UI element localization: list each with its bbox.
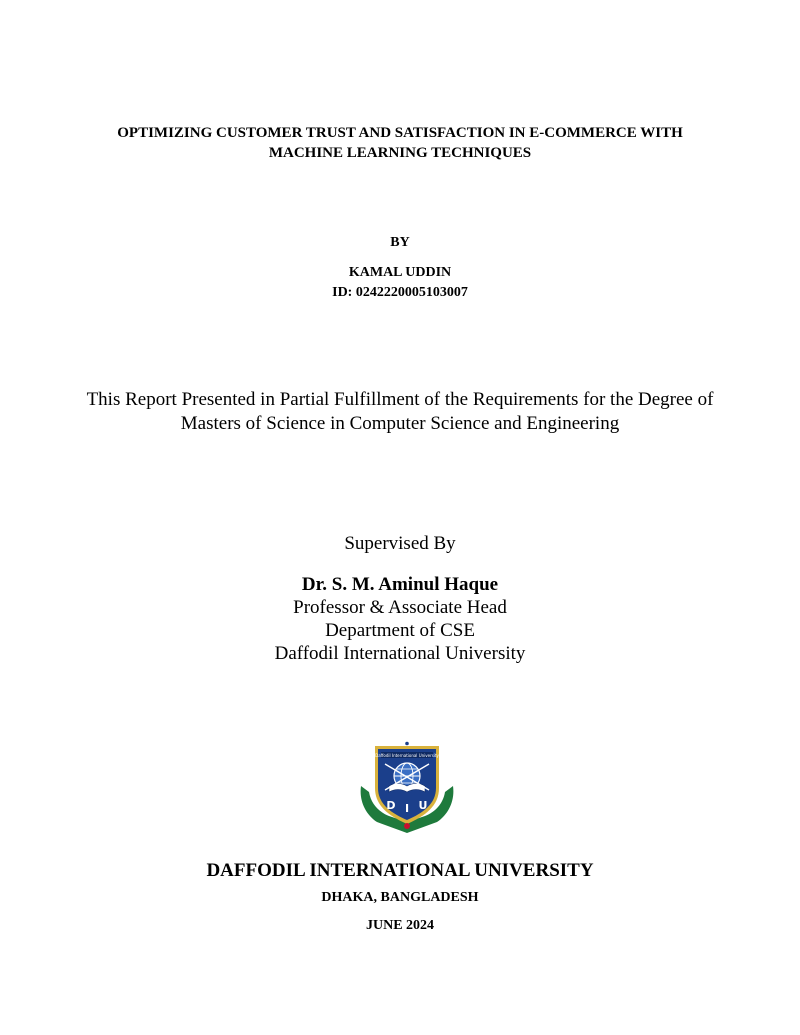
logo-letter-i: I [404, 802, 410, 815]
author-name: KAMAL UDDIN [348, 265, 452, 280]
logo-red-star [404, 823, 410, 829]
footer-date: JUNE 2024 [365, 918, 435, 933]
logo-letter-d: D [386, 799, 396, 812]
by-label: BY [390, 235, 410, 250]
footer-university-name: DAFFODIL INTERNATIONAL UNIVERSITY [206, 860, 594, 881]
purpose-line-1: This Report Presented in Partial Fulfillment of the Requirements for the Degree of [86, 389, 714, 410]
author-id: ID: 0242220005103007 [332, 285, 468, 300]
logo-ring-text: Daffodil International University [375, 752, 439, 758]
supervisor-university: Daffodil International University [274, 643, 526, 664]
purpose-line-2: Masters of Science in Computer Science and Engineering [180, 413, 620, 434]
report-title-line-2: MACHINE LEARNING TECHNIQUES [268, 145, 532, 161]
diu-crest-logo-icon [355, 740, 459, 836]
supervisor-title: Professor & Associate Head [293, 597, 507, 618]
supervised-by-heading: Supervised By [344, 533, 456, 554]
logo-letter-u: U [418, 799, 428, 812]
supervisor-department: Department of CSE [325, 620, 475, 641]
report-title-line-1: OPTIMIZING CUSTOMER TRUST AND SATISFACTION IN E-COMMERCE WITH [117, 125, 683, 141]
supervisor-name: Dr. S. M. Aminul Haque [301, 574, 499, 595]
footer-location: DHAKA, BANGLADESH [321, 890, 479, 905]
